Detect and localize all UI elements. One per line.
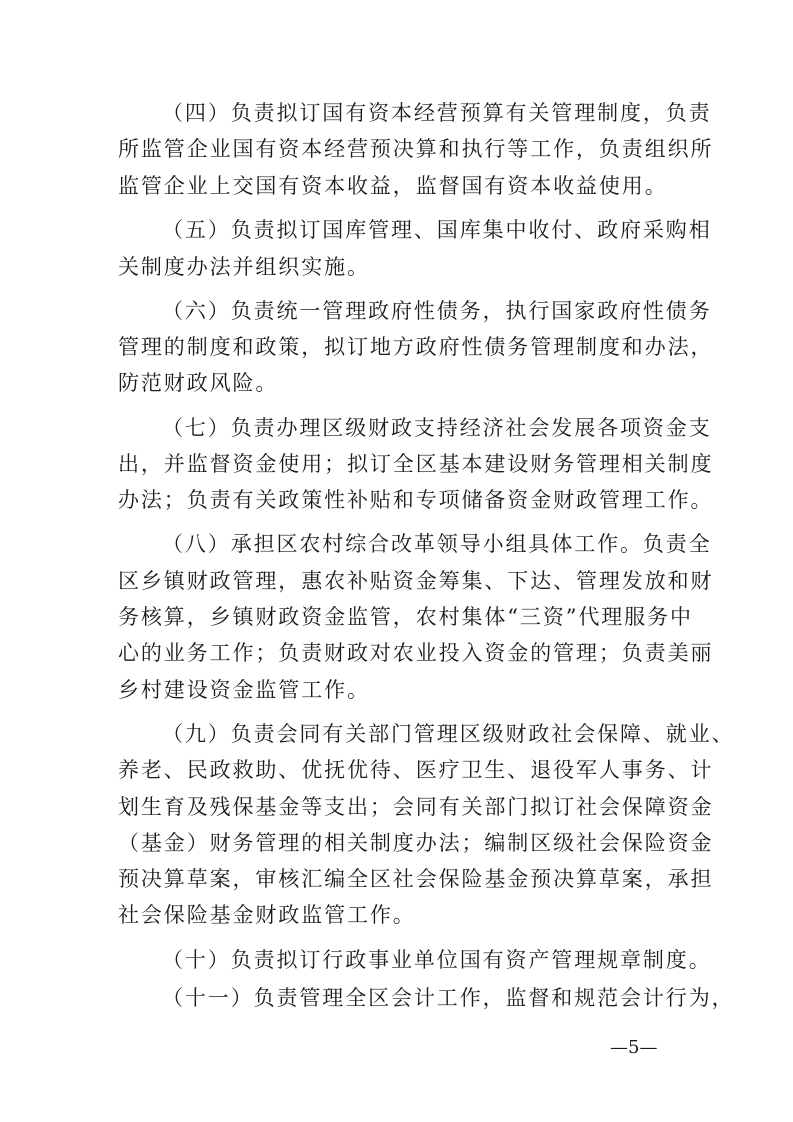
paragraph-9-line-5: 预决算草案，审核汇编全区社会保险基金预决算草案，承担	[118, 867, 714, 891]
paragraph-4-line-3: 监管企业上交国有资本收益，监督国有资本收益使用。	[118, 174, 668, 198]
paragraph-5-line-1: （五）负责拟订国库管理、国库集中收付、政府采购相	[162, 218, 712, 242]
paragraph-8-line-2: 区乡镇财政管理，惠农补贴资金筹集、下达、管理发放和财	[118, 569, 714, 593]
paragraph-6-line-2: 管理的制度和政策，拟订地方政府性债务管理制度和办法，	[118, 335, 714, 359]
paragraph-8-line-5: 乡村建设资金监管工作。	[118, 678, 370, 702]
paragraph-9-line-3: 划生育及残保基金等支出；会同有关部门拟订社会保障资金	[118, 795, 714, 819]
paragraph-4-line-2: 所监管企业国有资本经营预决算和执行等工作，负责组织所	[118, 137, 714, 161]
paragraph-9-line-2: 养老、民政救助、优抚优待、医疗卫生、退役军人事务、计	[118, 758, 714, 782]
paragraph-5-line-2: 关制度办法并组织实施。	[118, 255, 370, 279]
paragraph-8-line-4: 心的业务工作；负责财政对农业投入资金的管理；负责美丽	[118, 641, 714, 665]
paragraph-7-line-1: （七）负责办理区级财政支持经济社会发展各项资金支	[162, 416, 712, 440]
paragraph-4-line-1: （四）负责拟订国有资本经营预算有关管理制度，负责	[162, 101, 712, 125]
paragraph-6-line-1: （六）负责统一管理政府性债务，执行国家政府性债务	[162, 299, 712, 323]
paragraph-9-line-4: （基金）财务管理的相关制度办法；编制区级社会保险资金	[118, 831, 714, 855]
paragraph-8-line-1: （八）承担区农村综合改革领导小组具体工作。负责全	[162, 532, 712, 556]
paragraph-7-line-2: 出，并监督资金使用；拟订全区基本建设财务管理相关制度	[118, 452, 714, 476]
paragraph-10-line-1: （十）负责拟订行政事业单位国有资产管理规章制度。	[162, 948, 712, 972]
paragraph-11-line-1: （十一）负责管理全区会计工作，监督和规范会计行为，	[162, 986, 735, 1010]
paragraph-7-line-3: 办法；负责有关政策性补贴和专项储备资金财政管理工作。	[118, 488, 714, 512]
page-number: —5—	[610, 1037, 658, 1058]
paragraph-8-line-3: 务核算，乡镇财政资金监管，农村集体“三资”代理服务中	[118, 605, 693, 629]
paragraph-9-line-1: （九）负责会同有关部门管理区级财政社会保障、就业、	[162, 722, 735, 746]
paragraph-9-line-6: 社会保险基金财政监管工作。	[118, 903, 416, 927]
paragraph-6-line-3: 防范财政风险。	[118, 371, 279, 395]
